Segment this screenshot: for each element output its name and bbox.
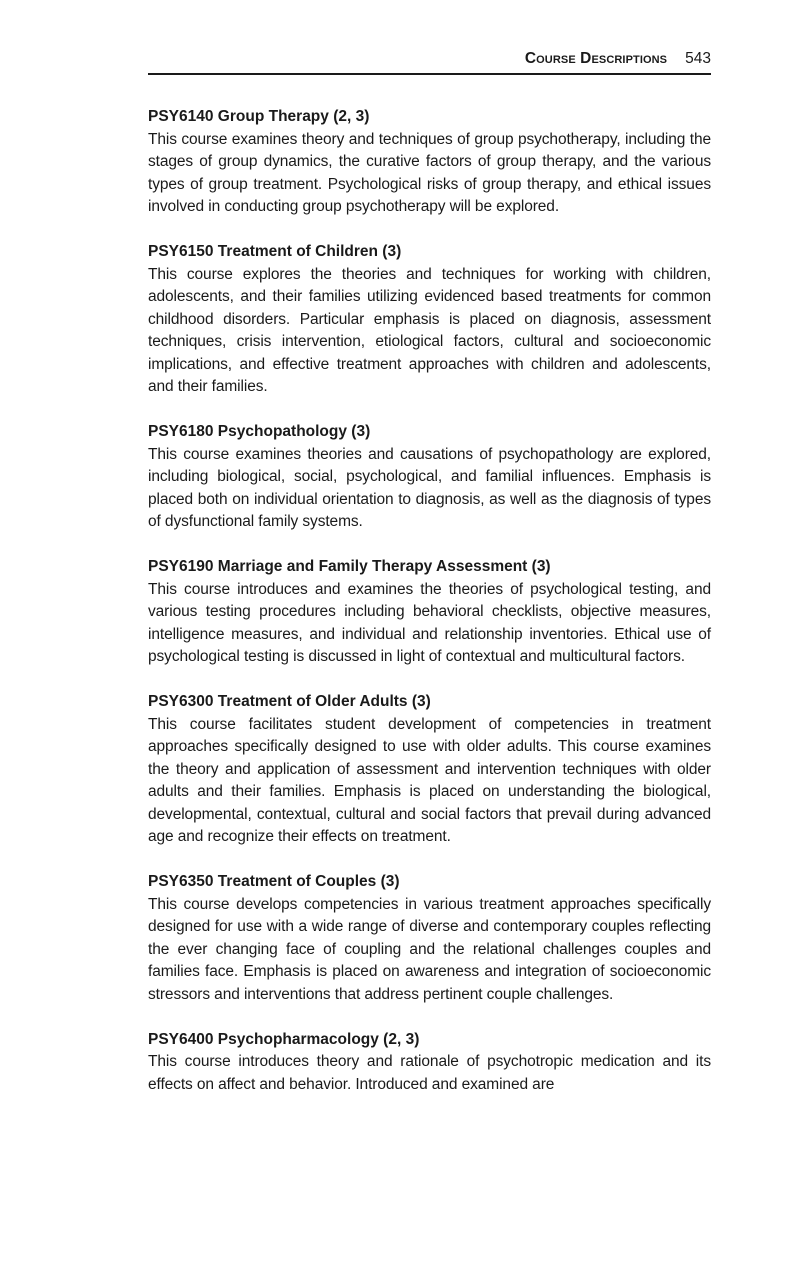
course-description: This course facilitates student development of competencies in treatment approaches specifically designed to use with older adults. This course examines the theory and application of assessment and intervention techniques with older adults and their families. Emphasis is placed on understanding the biological, developmental, contextual, cultural and social factors that prevail during advanced age and recognize their effects on treatment. — [148, 715, 711, 845]
course-description: This course develops competencies in various treatment approaches specifically designed for use with a wide range of diverse and contemporary couples reflecting the ever changing face of coupling and the relational challenges couples and families face. Emphasis is placed on awareness and integration of socioeconomic stressors and interventions that address pertinent couple challenges. — [148, 895, 711, 1003]
course-title: PSY6300 Treatment of Older Adults (3) — [148, 693, 431, 710]
course-entry-psy6400 — [148, 1029, 711, 1097]
course-title: PSY6350 Treatment of Couples (3) — [148, 873, 400, 890]
course-description: This course introduces and examines the theories of psychological testing, and various testing procedures including behavioral checklists, objective measures, intelligence measures, and individual and relationship inventories. Ethical use of psychological testing is discussed in light of contextual and multicultural factors. — [148, 580, 711, 665]
course-description: This course examines theories and causations of psychopathology are explored, including biological, social, psychological, and familial influences. Emphasis is placed both on individual orientation to diagnosis, as well as the diagnosis of types of dysfunctional family systems. — [148, 445, 711, 530]
course-title: PSY6190 Marriage and Family Therapy Assessment (3) — [148, 558, 551, 575]
course-description: This course explores the theories and techniques for working with children, adolescents, and their families utilizing evidenced based treatments for common childhood disorders. Particular emphasis is placed on diagnosis, assessment techniques, crisis intervention, etiological factors, cultural and socioeconomic implications, and effective treatment approaches with children and adolescents, and their families. — [148, 265, 711, 395]
course-description: This course examines theory and techniques of group psychotherapy, including the stages of group dynamics, the curative factors of group therapy, and the various types of group treatment. Psychological risks of group therapy, and ethical issues involved in conducting group psychotherapy will be explored. — [148, 130, 711, 215]
course-entry-psy6190 — [148, 556, 711, 669]
course-entry-psy6180 — [148, 421, 711, 534]
header-rule — [148, 73, 711, 75]
course-list — [148, 106, 711, 1119]
course-entry-psy6150 — [148, 241, 711, 399]
course-entry-psy6140 — [148, 106, 711, 219]
running-title: Course Descriptions — [524, 50, 668, 67]
page-number: 543 — [685, 50, 711, 67]
course-entry-psy6300 — [148, 691, 711, 849]
course-title: PSY6140 Group Therapy (2, 3) — [148, 108, 370, 125]
course-title: PSY6180 Psychopathology (3) — [148, 423, 371, 440]
course-entry-psy6350 — [148, 871, 711, 1006]
course-title: PSY6400 Psychopharmacology (2, 3) — [148, 1030, 420, 1048]
course-description: This course introduces theory and rationale of psychotropic medication and its effects on affect and behavior. Introduced and examined are — [148, 1053, 711, 1093]
running-header — [525, 50, 711, 72]
course-title: PSY6150 Treatment of Children (3) — [148, 243, 402, 260]
